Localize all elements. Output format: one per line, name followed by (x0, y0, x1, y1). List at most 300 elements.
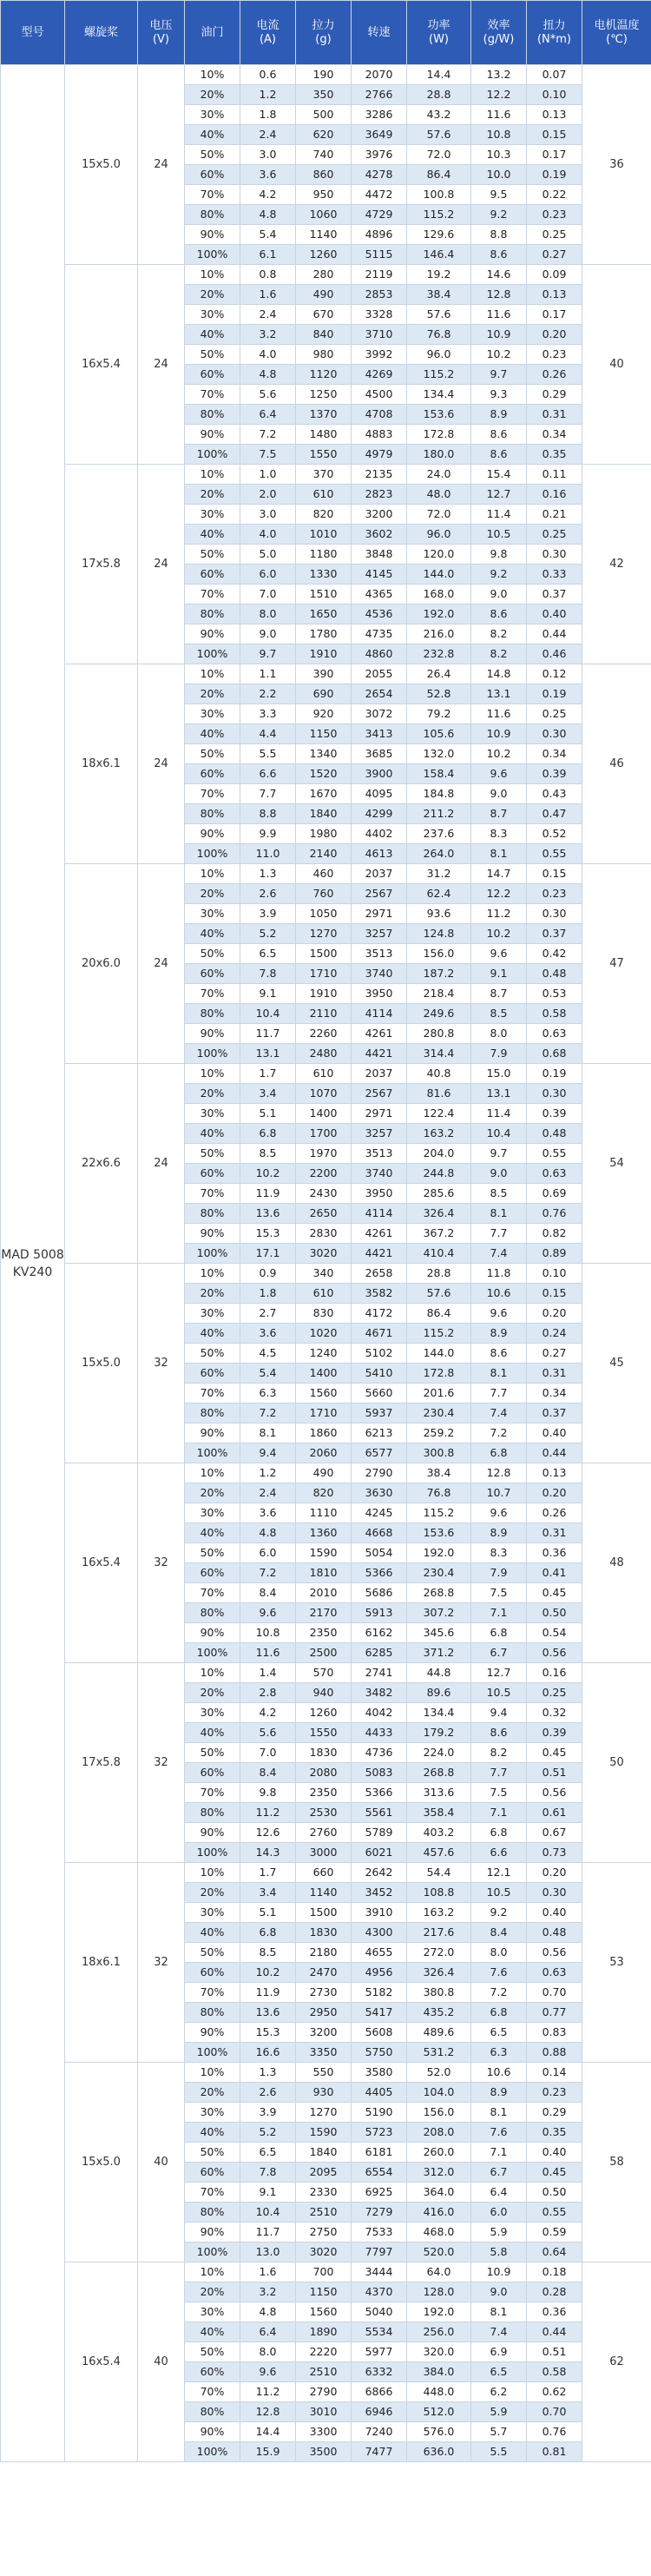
throttle-cell: 50% (185, 1344, 240, 1364)
thrust-cell: 2110 (296, 1004, 352, 1024)
throttle-cell: 10% (185, 65, 240, 85)
speed-cell: 4245 (352, 1503, 407, 1523)
current-cell: 1.3 (240, 864, 296, 884)
thrust-cell: 1710 (296, 1404, 352, 1423)
speed-cell: 3900 (352, 764, 407, 784)
power-cell: 44.8 (407, 1663, 471, 1683)
throttle-cell: 30% (185, 1703, 240, 1723)
throttle-cell: 30% (185, 704, 240, 724)
power-cell: 180.0 (407, 445, 471, 465)
throttle-cell: 40% (185, 724, 240, 744)
power-cell: 313.6 (407, 1783, 471, 1803)
current-cell: 6.6 (240, 764, 296, 784)
torque-cell: 0.31 (527, 1523, 582, 1543)
temperature-cell: 50 (582, 1663, 651, 1863)
speed-cell: 3950 (352, 984, 407, 1004)
speed-cell: 4421 (352, 1244, 407, 1264)
thrust-cell: 570 (296, 1663, 352, 1683)
current-cell: 7.7 (240, 784, 296, 804)
table-row (1, 1064, 651, 1084)
thrust-cell: 2650 (296, 1204, 352, 1224)
torque-cell: 0.12 (527, 664, 582, 684)
efficiency-cell: 5.7 (471, 2422, 527, 2442)
power-cell: 124.8 (407, 924, 471, 944)
throttle-cell: 100% (185, 1244, 240, 1264)
current-cell: 3.6 (240, 1503, 296, 1523)
throttle-cell: 90% (185, 1224, 240, 1244)
thrust-cell: 1180 (296, 545, 352, 565)
temperature-cell: 58 (582, 2063, 651, 2262)
torque-cell: 0.47 (527, 804, 582, 824)
efficiency-cell: 14.7 (471, 864, 527, 884)
efficiency-cell: 9.6 (471, 944, 527, 964)
voltage-cell: 24 (138, 664, 185, 864)
throttle-cell: 90% (185, 2023, 240, 2043)
throttle-cell: 100% (185, 1843, 240, 1863)
torque-cell: 0.13 (527, 105, 582, 125)
current-cell: 7.8 (240, 964, 296, 984)
prop-cell: 17x5.8 (65, 1663, 138, 1863)
throttle-cell: 40% (185, 1124, 240, 1144)
current-cell: 1.3 (240, 2063, 296, 2083)
torque-cell: 0.09 (527, 265, 582, 285)
thrust-cell: 3000 (296, 1843, 352, 1863)
efficiency-cell: 7.2 (471, 1983, 527, 2003)
current-cell: 1.6 (240, 2262, 296, 2282)
power-cell: 371.2 (407, 1643, 471, 1663)
torque-cell: 0.59 (527, 2223, 582, 2242)
throttle-cell: 10% (185, 864, 240, 884)
thrust-cell: 610 (296, 485, 352, 505)
current-cell: 11.7 (240, 1024, 296, 1044)
power-cell: 19.2 (407, 265, 471, 285)
torque-cell: 0.19 (527, 1064, 582, 1084)
power-cell: 168.0 (407, 585, 471, 604)
speed-cell: 4261 (352, 1224, 407, 1244)
thrust-cell: 690 (296, 684, 352, 704)
power-cell: 76.8 (407, 325, 471, 345)
torque-cell: 0.28 (527, 2282, 582, 2302)
current-cell: 4.8 (240, 1523, 296, 1543)
efficiency-cell: 10.8 (471, 125, 527, 145)
throttle-cell: 100% (185, 2442, 240, 2462)
thrust-cell: 2730 (296, 1983, 352, 2003)
throttle-cell: 60% (185, 1364, 240, 1384)
power-cell: 158.4 (407, 764, 471, 784)
speed-cell: 5366 (352, 1563, 407, 1583)
efficiency-cell: 8.6 (471, 1344, 527, 1364)
efficiency-cell: 8.0 (471, 1024, 527, 1044)
efficiency-cell: 6.5 (471, 2023, 527, 2043)
power-cell: 64.0 (407, 2262, 471, 2282)
header-model: 型号 (1, 1, 65, 65)
power-cell: 96.0 (407, 525, 471, 545)
efficiency-cell: 7.7 (471, 1224, 527, 1244)
efficiency-cell: 10.3 (471, 145, 527, 165)
power-cell: 96.0 (407, 345, 471, 365)
current-cell: 7.0 (240, 1743, 296, 1763)
power-cell: 208.0 (407, 2123, 471, 2143)
current-cell: 9.7 (240, 644, 296, 664)
power-cell: 364.0 (407, 2183, 471, 2203)
power-cell: 86.4 (407, 165, 471, 185)
torque-cell: 0.22 (527, 185, 582, 205)
thrust-cell: 2080 (296, 1763, 352, 1783)
thrust-cell: 1810 (296, 1563, 352, 1583)
speed-cell: 7477 (352, 2442, 407, 2462)
torque-cell: 0.64 (527, 2242, 582, 2262)
power-cell: 105.6 (407, 724, 471, 744)
table-header (1, 1, 651, 65)
efficiency-cell: 10.2 (471, 345, 527, 365)
throttle-cell: 20% (185, 85, 240, 105)
efficiency-cell: 12.7 (471, 485, 527, 505)
current-cell: 9.8 (240, 1783, 296, 1803)
current-cell: 3.6 (240, 165, 296, 185)
efficiency-cell: 10.2 (471, 924, 527, 944)
speed-cell: 5182 (352, 1983, 407, 2003)
efficiency-cell: 12.7 (471, 1663, 527, 1683)
throttle-cell: 30% (185, 305, 240, 325)
power-cell: 410.4 (407, 1244, 471, 1264)
power-cell: 489.6 (407, 2023, 471, 2043)
power-cell: 218.4 (407, 984, 471, 1004)
efficiency-cell: 9.4 (471, 1703, 527, 1723)
speed-cell: 6554 (352, 2163, 407, 2183)
speed-cell: 4269 (352, 365, 407, 385)
prop-cell: 18x6.1 (65, 1863, 138, 2063)
power-cell: 38.4 (407, 285, 471, 305)
thrust-cell: 1480 (296, 425, 352, 445)
speed-cell: 6577 (352, 1443, 407, 1463)
thrust-cell: 1150 (296, 724, 352, 744)
current-cell: 8.4 (240, 1763, 296, 1783)
efficiency-cell: 8.1 (471, 2302, 527, 2322)
speed-cell: 4433 (352, 1723, 407, 1743)
power-cell: 384.0 (407, 2362, 471, 2382)
current-cell: 7.8 (240, 2163, 296, 2183)
current-cell: 0.8 (240, 265, 296, 285)
torque-cell: 0.07 (527, 65, 582, 85)
torque-cell: 0.20 (527, 1483, 582, 1503)
table-row (1, 2262, 651, 2282)
throttle-cell: 40% (185, 325, 240, 345)
power-cell: 134.4 (407, 385, 471, 405)
current-cell: 8.4 (240, 1583, 296, 1603)
power-cell: 129.6 (407, 225, 471, 245)
power-cell: 28.8 (407, 1264, 471, 1284)
voltage-cell: 24 (138, 864, 185, 1064)
voltage-cell: 32 (138, 1663, 185, 1863)
throttle-cell: 80% (185, 804, 240, 824)
current-cell: 1.2 (240, 1463, 296, 1483)
thrust-cell: 1140 (296, 1883, 352, 1903)
current-cell: 5.4 (240, 1364, 296, 1384)
thrust-cell: 1260 (296, 1703, 352, 1723)
speed-cell: 4655 (352, 1943, 407, 1963)
prop-cell: 15x5.0 (65, 2063, 138, 2262)
current-cell: 2.4 (240, 125, 296, 145)
efficiency-cell: 9.0 (471, 1164, 527, 1184)
current-cell: 13.6 (240, 2003, 296, 2023)
current-cell: 3.0 (240, 145, 296, 165)
speed-cell: 3513 (352, 1144, 407, 1164)
throttle-cell: 30% (185, 2103, 240, 2123)
throttle-cell: 60% (185, 365, 240, 385)
thrust-cell: 1830 (296, 1923, 352, 1943)
torque-cell: 0.69 (527, 1184, 582, 1204)
current-cell: 2.8 (240, 1683, 296, 1703)
current-cell: 11.2 (240, 2382, 296, 2402)
speed-cell: 3630 (352, 1483, 407, 1503)
power-cell: 115.2 (407, 365, 471, 385)
torque-cell: 0.13 (527, 1463, 582, 1483)
power-cell: 285.6 (407, 1184, 471, 1204)
voltage-cell: 24 (138, 465, 185, 664)
power-cell: 115.2 (407, 1324, 471, 1344)
thrust-cell: 370 (296, 465, 352, 485)
throttle-cell: 20% (185, 884, 240, 904)
current-cell: 11.6 (240, 1643, 296, 1663)
speed-cell: 6285 (352, 1643, 407, 1663)
torque-cell: 0.83 (527, 2023, 582, 2043)
power-cell: 416.0 (407, 2203, 471, 2223)
torque-cell: 0.40 (527, 1903, 582, 1923)
current-cell: 2.7 (240, 1304, 296, 1324)
current-cell: 5.2 (240, 924, 296, 944)
speed-cell: 6866 (352, 2382, 407, 2402)
efficiency-cell: 9.6 (471, 1503, 527, 1523)
throttle-cell: 70% (185, 1384, 240, 1404)
thrust-cell: 500 (296, 105, 352, 125)
throttle-cell: 20% (185, 1084, 240, 1104)
throttle-cell: 90% (185, 1024, 240, 1044)
power-cell: 256.0 (407, 2322, 471, 2342)
speed-cell: 3740 (352, 964, 407, 984)
torque-cell: 0.26 (527, 365, 582, 385)
throttle-cell: 70% (185, 784, 240, 804)
efficiency-cell: 7.5 (471, 1783, 527, 1803)
table-row (1, 465, 651, 485)
current-cell: 7.2 (240, 425, 296, 445)
header-row (1, 1, 651, 65)
thrust-cell: 1970 (296, 1144, 352, 1164)
power-cell: 367.2 (407, 1224, 471, 1244)
current-cell: 3.4 (240, 1883, 296, 1903)
throttle-cell: 60% (185, 565, 240, 585)
efficiency-cell: 6.7 (471, 1643, 527, 1663)
speed-cell: 4472 (352, 185, 407, 205)
torque-cell: 0.33 (527, 565, 582, 585)
efficiency-cell: 12.2 (471, 884, 527, 904)
torque-cell: 0.30 (527, 724, 582, 744)
efficiency-cell: 6.8 (471, 1823, 527, 1843)
torque-cell: 0.40 (527, 1423, 582, 1443)
speed-cell: 2766 (352, 85, 407, 105)
throttle-cell: 30% (185, 1503, 240, 1523)
speed-cell: 5417 (352, 2003, 407, 2023)
current-cell: 10.2 (240, 1963, 296, 1983)
throttle-cell: 50% (185, 345, 240, 365)
thrust-cell: 1590 (296, 2123, 352, 2143)
thrust-cell: 1560 (296, 1384, 352, 1404)
current-cell: 3.9 (240, 904, 296, 924)
current-cell: 4.8 (240, 365, 296, 385)
thrust-cell: 1670 (296, 784, 352, 804)
thrust-cell: 1500 (296, 1903, 352, 1923)
efficiency-cell: 12.1 (471, 1863, 527, 1883)
power-cell: 132.0 (407, 744, 471, 764)
thrust-cell: 610 (296, 1284, 352, 1304)
thrust-cell: 2830 (296, 1224, 352, 1244)
current-cell: 3.4 (240, 1084, 296, 1104)
torque-cell: 0.77 (527, 2003, 582, 2023)
speed-cell: 5913 (352, 1603, 407, 1623)
current-cell: 9.4 (240, 1443, 296, 1463)
efficiency-cell: 6.8 (471, 1443, 527, 1463)
torque-cell: 0.35 (527, 2123, 582, 2143)
thrust-cell: 1400 (296, 1364, 352, 1384)
efficiency-cell: 10.4 (471, 1124, 527, 1144)
throttle-cell: 90% (185, 2223, 240, 2242)
current-cell: 16.6 (240, 2043, 296, 2063)
throttle-cell: 10% (185, 1663, 240, 1683)
torque-cell: 0.45 (527, 1583, 582, 1603)
thrust-cell: 1560 (296, 2302, 352, 2322)
power-cell: 40.8 (407, 1064, 471, 1084)
throttle-cell: 30% (185, 105, 240, 125)
thrust-cell: 3300 (296, 2422, 352, 2442)
torque-cell: 0.37 (527, 585, 582, 604)
throttle-cell: 70% (185, 585, 240, 604)
throttle-cell: 10% (185, 1064, 240, 1084)
current-cell: 10.4 (240, 2203, 296, 2223)
torque-cell: 0.19 (527, 684, 582, 704)
speed-cell: 4708 (352, 405, 407, 425)
efficiency-cell: 9.2 (471, 205, 527, 225)
throttle-cell: 100% (185, 445, 240, 465)
thrust-cell: 280 (296, 265, 352, 285)
efficiency-cell: 7.9 (471, 1044, 527, 1064)
torque-cell: 0.34 (527, 744, 582, 764)
torque-cell: 0.30 (527, 1084, 582, 1104)
speed-cell: 4278 (352, 165, 407, 185)
torque-cell: 0.39 (527, 764, 582, 784)
speed-cell: 4365 (352, 585, 407, 604)
throttle-cell: 20% (185, 2282, 240, 2302)
speed-cell: 4979 (352, 445, 407, 465)
current-cell: 3.6 (240, 1324, 296, 1344)
thrust-cell: 490 (296, 285, 352, 305)
efficiency-cell: 10.5 (471, 1883, 527, 1903)
speed-cell: 3580 (352, 2063, 407, 2083)
thrust-cell: 2760 (296, 1823, 352, 1843)
speed-cell: 2853 (352, 285, 407, 305)
efficiency-cell: 8.1 (471, 2103, 527, 2123)
thrust-cell: 3010 (296, 2402, 352, 2422)
torque-cell: 0.56 (527, 1943, 582, 1963)
current-cell: 9.1 (240, 984, 296, 1004)
thrust-cell: 3200 (296, 2023, 352, 2043)
throttle-cell: 100% (185, 844, 240, 864)
power-cell: 120.0 (407, 545, 471, 565)
temperature-cell: 45 (582, 1264, 651, 1463)
throttle-cell: 10% (185, 664, 240, 684)
throttle-cell: 70% (185, 1184, 240, 1204)
torque-cell: 0.51 (527, 2342, 582, 2362)
power-cell: 24.0 (407, 465, 471, 485)
thrust-cell: 2470 (296, 1963, 352, 1983)
power-cell: 314.4 (407, 1044, 471, 1064)
torque-cell: 0.19 (527, 165, 582, 185)
power-cell: 520.0 (407, 2242, 471, 2262)
table-row (1, 1463, 651, 1483)
throttle-cell: 70% (185, 1583, 240, 1603)
thrust-cell: 1550 (296, 1723, 352, 1743)
efficiency-cell: 10.6 (471, 1284, 527, 1304)
efficiency-cell: 8.2 (471, 644, 527, 664)
throttle-cell: 20% (185, 285, 240, 305)
efficiency-cell: 8.5 (471, 1004, 527, 1024)
current-cell: 11.0 (240, 844, 296, 864)
throttle-cell: 40% (185, 2123, 240, 2143)
throttle-cell: 90% (185, 824, 240, 844)
throttle-cell: 60% (185, 764, 240, 784)
torque-cell: 0.45 (527, 1743, 582, 1763)
throttle-cell: 50% (185, 1943, 240, 1963)
current-cell: 13.1 (240, 1044, 296, 1064)
efficiency-cell: 6.9 (471, 2342, 527, 2362)
power-cell: 28.8 (407, 85, 471, 105)
current-cell: 6.5 (240, 944, 296, 964)
power-cell: 81.6 (407, 1084, 471, 1104)
thrust-cell: 980 (296, 345, 352, 365)
thrust-cell: 1370 (296, 405, 352, 425)
efficiency-cell: 7.9 (471, 1563, 527, 1583)
efficiency-cell: 7.6 (471, 1963, 527, 1983)
power-cell: 457.6 (407, 1843, 471, 1863)
power-cell: 153.6 (407, 405, 471, 425)
torque-cell: 0.30 (527, 904, 582, 924)
thrust-cell: 1910 (296, 644, 352, 664)
thrust-cell: 700 (296, 2262, 352, 2282)
table-row (1, 864, 651, 884)
throttle-cell: 70% (185, 2183, 240, 2203)
power-cell: 237.6 (407, 824, 471, 844)
thrust-cell: 2260 (296, 1024, 352, 1044)
torque-cell: 0.81 (527, 2442, 582, 2462)
current-cell: 1.1 (240, 664, 296, 684)
efficiency-cell: 14.8 (471, 664, 527, 684)
current-cell: 9.9 (240, 824, 296, 844)
torque-cell: 0.23 (527, 2083, 582, 2103)
speed-cell: 5534 (352, 2322, 407, 2342)
speed-cell: 4536 (352, 604, 407, 624)
efficiency-cell: 7.1 (471, 1803, 527, 1823)
header-throttle: 油门 (185, 1, 240, 65)
throttle-cell: 80% (185, 604, 240, 624)
thrust-cell: 1010 (296, 525, 352, 545)
throttle-cell: 80% (185, 205, 240, 225)
speed-cell: 2070 (352, 65, 407, 85)
voltage-cell: 40 (138, 2063, 185, 2262)
power-cell: 512.0 (407, 2402, 471, 2422)
torque-cell: 0.61 (527, 1803, 582, 1823)
speed-cell: 7240 (352, 2422, 407, 2442)
torque-cell: 0.29 (527, 385, 582, 405)
throttle-cell: 20% (185, 1683, 240, 1703)
thrust-cell: 340 (296, 1264, 352, 1284)
